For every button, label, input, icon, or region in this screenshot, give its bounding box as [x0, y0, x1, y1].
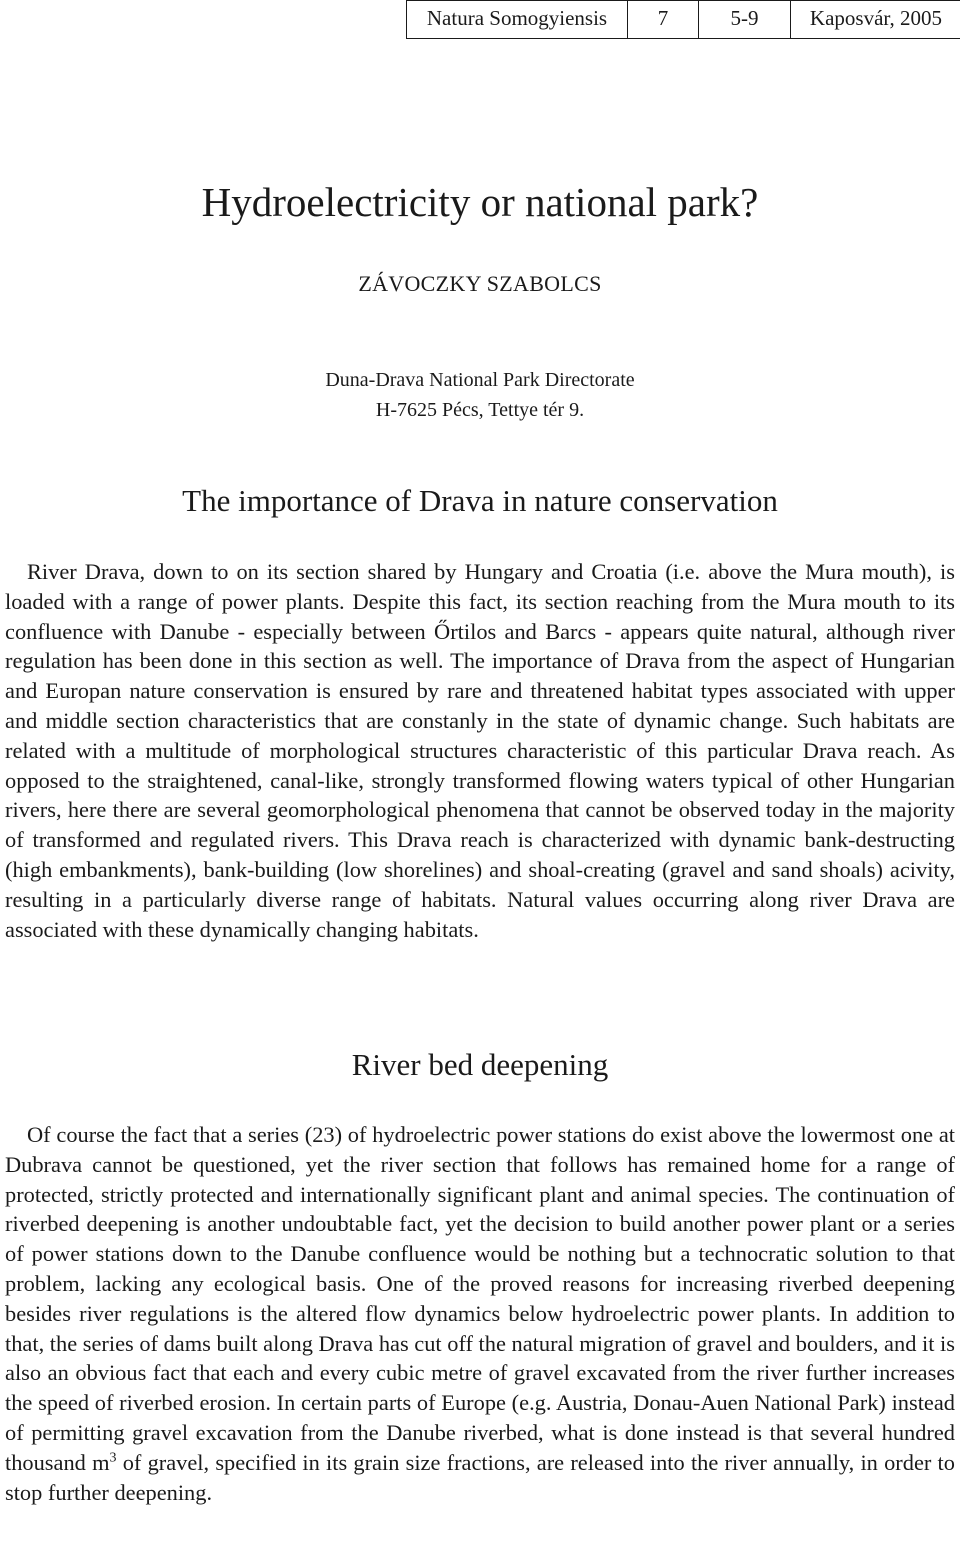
cubic-superscript: 3 — [109, 1450, 117, 1466]
paragraph-text-after-superscript: of gravel, specified in its grain size fractions, are released into the river annually, in order to stop further deepening. — [5, 1449, 955, 1505]
section-heading-importance: The importance of Drava in nature conservation — [182, 483, 778, 518]
section-paragraph-riverbed — [5, 1120, 955, 1507]
affiliation-address: H-7625 Pécs, Tettye tér 9. — [375, 399, 585, 421]
paragraph-text-before-superscript: Of course the fact that a series (23) of hydroelectric power stations do exist above the lowermost one at Dubrava cannot be questioned, yet the river section that follows has remained home for a range of protected, strictly protected and internationally significant plant and animal species. The continuation of riverbed deepening is another undoubtable fact, yet the decision to build another power plant or a series of power stations down to the Danube confluence would be nothing but a technocratic solution to that problem, lacking any ecological basis. One of the proved reasons for increasing riverbed deepening besides river regulations is the altered flow dynamics below hydroelectric power plants. In addition to that, the series of dams built along Drava has cut off the natural migration of gravel and boulders, and it is also an obvious fact that each and every cubic metre of gravel excavated from the river further increases the speed of riverbed erosion. In certain parts of Europe (e.g. Austria, Donau-Auen National Park) instead of permitting gravel excavation from the Danube riverbed, what is done instead is that several hundred thousand m — [5, 1122, 955, 1475]
affiliation-institution: Duna-Drava National Park Directorate — [325, 369, 635, 391]
page-range: 5-9 — [699, 1, 791, 38]
journal-citation-header — [406, 0, 960, 39]
journal-name: Natura Somogyiensis — [407, 1, 628, 38]
article-title: Hydroelectricity or national park? — [201, 179, 759, 225]
place-and-year: Kaposvár, 2005 — [809, 6, 943, 30]
section-heading-riverbed: River bed deepening — [351, 1047, 609, 1082]
author-name: ZÁVOCZKY SZABOLCS — [358, 271, 602, 296]
journal-volume: 7 — [628, 1, 699, 38]
section-paragraph-importance: River Drava, down to on its section shared by Hungary and Croatia (i.e. above the Mura mouth), is loaded with a range of power plants. Despite this fact, its section reaching from the Mura mouth to its confluence with Danube - especially between Őrtilos and Barcs - appears quite natural, although river regulation has been done in this section as well. The importance of Drava from the aspect of Hungarian and Europan nature conservation is ensured by rare and threatened habitat types associated with upper and middle section characteristics that are constanly in the state of dynamic change. Such habitats are related with a multitude of morphological structures characteristic of this particular Drava reach. As opposed to the straightened, canal-like, strongly transformed flowing waters typical of other Hungarian rivers, here there are several geomorphological phenomena that cannot be observed today in the majority of transformed and regulated rivers. This Drava reach is characterized with dynamic bank-destructing (high embankments), bank-building (low shorelines) and shoal-creating (gravel and sand shoals) acivity, resulting in a particularly diverse range of habitats. Natural values occurring along river Drava are associated with these dynamically changing habitats. — [5, 559, 955, 942]
